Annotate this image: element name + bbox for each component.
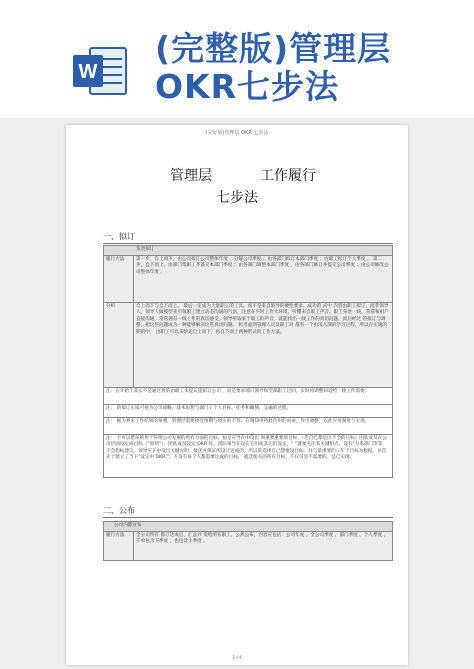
- publish-table: [103, 521, 393, 561]
- section-divider: [103, 243, 393, 244]
- note-row: 注： 不可以错误的用于管理公司发展的所有方面的目标，拍是应当在中设出 须重要重要的目标，（选自已都是区不全的目标）团队成员在公司层面设定成目标（“原则”），团队成员设定 OKR 时，团队领导在设定它们或其它们设定。“ ”就要关注其关键组点。设有"为本部门等等，不会指标建议。领导应在中设出关键分明，最优并保证所设计达成的。所以的选择自己想要设目标，并与最重要的二年于目标为根据，并首先于建立了当下"设定中 OKR "；方设有每个人都需要达成的目标， 就比使关的所有目标，不仅仅是不需要的，是已实现。: [104, 434, 393, 477]
- cover-title: [155, 30, 465, 106]
- title-part-2: 工作履行: [260, 168, 316, 184]
- note-row: 注： 据为将来工作结果的预测，管理层需要接受预期与现实的不符，在调知中将此作用的而命，作出调整，以此应用制度与实现。: [104, 417, 393, 434]
- note-row: 注：在开始上其实不是通过真的由职工来提议提拟订公司 ，而是要求部门领导和全部职工过问，实时将调整回返给一线工作需要。: [104, 387, 393, 404]
- title-part-1: 管理层: [170, 168, 212, 184]
- cover-title-line1: (完整版)管理层: [155, 29, 392, 68]
- cover-header: [0, 0, 474, 118]
- document-title: [66, 165, 408, 207]
- page-number: 1 / 4: [232, 655, 242, 660]
- running-head: (完好版)管理层 OKR 七步法: [205, 130, 269, 136]
- draft-table: [103, 245, 393, 478]
- analysis-text: 自上而下与自下而上。 最后一定成为大量职工的工具，而不是来自领导的硬性要求。成功的 式中 内容由职工拟订，而非领导人。领导人做模型来引领职工建立动态沟通的气氛，注意在平时工作大环境，听懂来自职工声音。职工身处一线，常常和用户直接沟通，常常拥有一线工作的真切感受，领导听取来于职工的声音，就能找出一线工作的真切问题，而后经过 的拟订与调整，把这些问题成为一种能够解决这些真切问题。 积考虑到管理人员及职工对 都有一个由浅入深的学习过程，所以在实施的期的中， 由职工可以采纳先自上而下，再自下而上两种形式的工作方法。: [134, 302, 393, 387]
- section-divider: [103, 517, 393, 518]
- word-document-icon: [70, 45, 130, 97]
- table-header: 负责拟订: [104, 246, 393, 256]
- row-label: 履行方法: [104, 531, 134, 560]
- document-page: [66, 125, 408, 665]
- method-text: 全公司所有 都订达成后，汇总并 发给所有职工，公然公布，内容应包括：公司年度 ，全公司季度 ，部门季度 ，个人季度 ，不单包含下季度 ，也包含上季度 。: [134, 531, 393, 560]
- note-row: 注： 的拟订实质可视为公司战略、战术思想与部门 / 个人目标、任务和赖情，交融的过程。: [104, 404, 393, 417]
- method-text: 第一步，自上而下。由公司拟订公司整体年度 ，分解公司季度 ；由各部门拟订本部门季度 ；由职工拟订个人季度 。 第二步，自下而上。由部门集职工齐备交本部门季度 ；由各部门调整本部门季度 ，由各部门修订并提交公司季度 ；由公司修改公司整体年度 。: [134, 255, 393, 302]
- cover-title-line2: OKR七步法: [155, 67, 340, 106]
- row-label: 分析: [104, 302, 134, 387]
- section-heading-draft: 一、拟订: [103, 232, 135, 241]
- title-part-3: 七步法: [216, 190, 258, 206]
- section-heading-publish: 二、公布: [103, 506, 135, 515]
- table-header: 公司内都宣布: [104, 522, 393, 532]
- svg-text:W: W: [78, 61, 98, 83]
- row-label: 履行方法: [104, 255, 134, 302]
